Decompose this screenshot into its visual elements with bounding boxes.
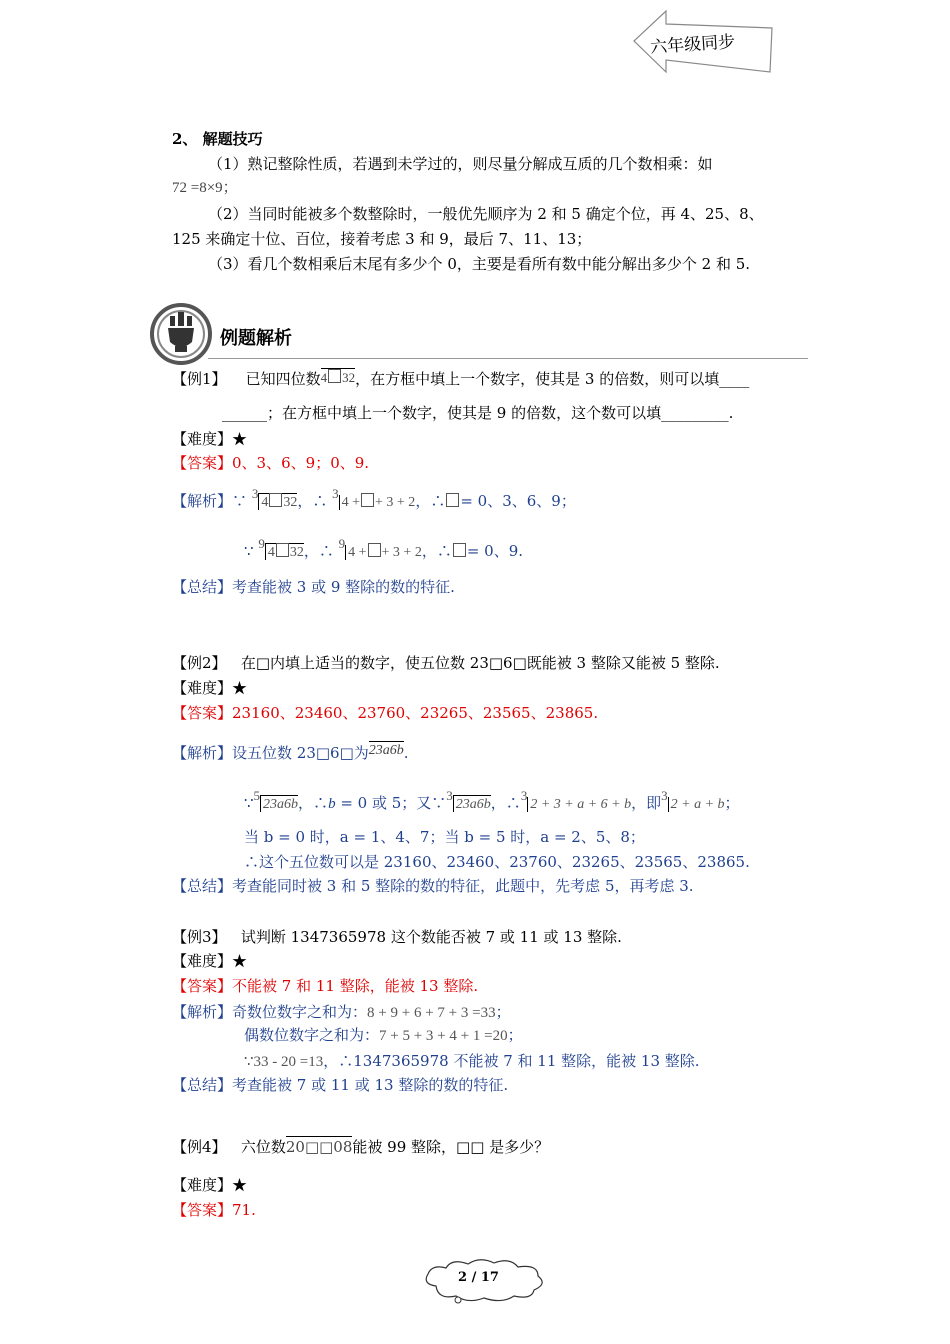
page-number: 2 / 17 — [458, 1270, 499, 1285]
ex2-question: 【例2】 在□内填上适当的数字，使五位数 23□6□既能被 3 整除又能被 5 整除. — [172, 654, 720, 672]
ex3-summary: 【总结】考查能被 7 或 11 或 13 整除的数的特征. — [172, 1076, 509, 1094]
ex1-analysis-line1: 【解析】∵ 34 32，∴ 34 + + 3 + 2，∴ = 0、3、6、9； — [172, 486, 576, 510]
ex2-answer: 【答案】23160、23460、23760、23265、23565、23865. — [172, 704, 599, 722]
section-header — [148, 302, 808, 366]
ex4-difficulty: 【难度】★ — [172, 1176, 248, 1194]
tips-p2a: （2）当同时能被多个数整除时，一般优先顺序为 2 和 5 确定个位，再 4、25、8、 — [208, 205, 764, 223]
header-tag — [632, 8, 777, 74]
ex1-div-9: 94 32 — [258, 536, 304, 560]
ex2-tag: 【例2】 — [172, 654, 227, 672]
tips-p1b: 72 =8×9； — [172, 180, 238, 196]
ex1-div-3: 34 32 — [251, 486, 298, 510]
section-title: 例题解析 — [220, 328, 292, 349]
header-tag-text: 六年级同步 — [649, 32, 736, 58]
ex1-answer: 【答案】0、3、6、9；0、9. — [172, 454, 370, 472]
ex4-tag: 【例4】 — [172, 1138, 227, 1156]
ex3-analysis-line2: 偶数位数字之和为：7 + 5 + 3 + 4 + 1 =20； — [244, 1026, 523, 1044]
ex2-analysis-line3: 当 b = 0 时，a = 1、4、7；当 b = 5 时，a = 2、5、8； — [244, 828, 645, 846]
ex4-answer: 【答案】71. — [172, 1201, 256, 1219]
blank-box — [328, 369, 341, 383]
ex2-analysis-line4: ∴这个五位数可以是 23160、23460、23760、23265、23565、23865. — [244, 853, 750, 871]
ex1-difficulty: 【难度】★ — [172, 430, 248, 448]
ex1-question-cont: ______；在方框中填上一个数字，使其是 9 的倍数，这个数可以填_________. — [222, 404, 734, 422]
ex4-number: 20□□08 — [285, 1138, 353, 1156]
ex1-tag: 【例1】 — [172, 370, 227, 388]
ex4-question: 【例4】 六位数20□□08能被 99 整除，□□ 是多少？ — [172, 1138, 550, 1156]
ex3-difficulty: 【难度】★ — [172, 952, 248, 970]
ex1-div-sum3: 34 + + 3 + 2 — [332, 486, 416, 510]
ex2-difficulty: 【难度】★ — [172, 679, 248, 697]
tips-p1a: （1）熟记整除性质，若遇到未学过的，则尽量分解成互质的几个数相乘：如 — [208, 155, 713, 173]
ex1-div-sum9: 94 + + 3 + 2 — [338, 536, 422, 560]
ex3-analysis-line1: 【解析】奇数位数字之和为：8 + 9 + 6 + 7 + 3 =33； — [172, 1003, 511, 1021]
ex3-analysis-line3: ∵33 - 20 =13，∴1347365978 不能被 7 和 11 整除，能被 13 整除. — [244, 1052, 700, 1070]
ex1-question: 【例1】 已知四位数4 32，在方框中填上一个数字，使其是 3 的倍数，则可以填____ — [172, 370, 750, 388]
ex1-number: 4 32 — [320, 370, 356, 385]
ex2-summary: 【总结】考查能同时被 3 和 5 整除的数的特征，此题中，先考虑 5，再考虑 3. — [172, 877, 694, 895]
tips-p2b: 125 来确定十位、百位，接着考虑 3 和 9，最后 7、11、13； — [172, 230, 592, 248]
page-indicator — [418, 1256, 548, 1306]
trophy-badge-icon — [148, 302, 218, 366]
ex3-question: 【例3】 试判断 1347365978 这个数能否被 7 或 11 或 13 整除. — [172, 928, 622, 946]
ex3-tag: 【例3】 — [172, 928, 227, 946]
ex2-analysis-line2: ∵523a6b，∴b = 0 或 5；又∵323a6b，∴32 + 3 + a + 6 + b，即32 + a + b； — [244, 788, 740, 812]
section-divider — [208, 358, 808, 359]
ex2-number: 23a6b — [368, 743, 404, 758]
ex1-summary: 【总结】考查能被 3 或 9 整除的数的特征. — [172, 578, 455, 596]
ex2-analysis-line1: 【解析】设五位数 23□6□为23a6b. — [172, 743, 409, 762]
tips-p3: （3）看几个数相乘后末尾有多少个 0，主要是看所有数中能分解出多少个 2 和 5. — [208, 255, 751, 273]
ex1-analysis-line2: ∵ 94 32，∴ 94 + + 3 + 2，∴ = 0、9. — [244, 536, 524, 560]
ex3-answer: 【答案】不能被 7 和 11 整除，能被 13 整除. — [172, 977, 479, 995]
tips-heading: 2、 解题技巧 — [172, 130, 263, 148]
